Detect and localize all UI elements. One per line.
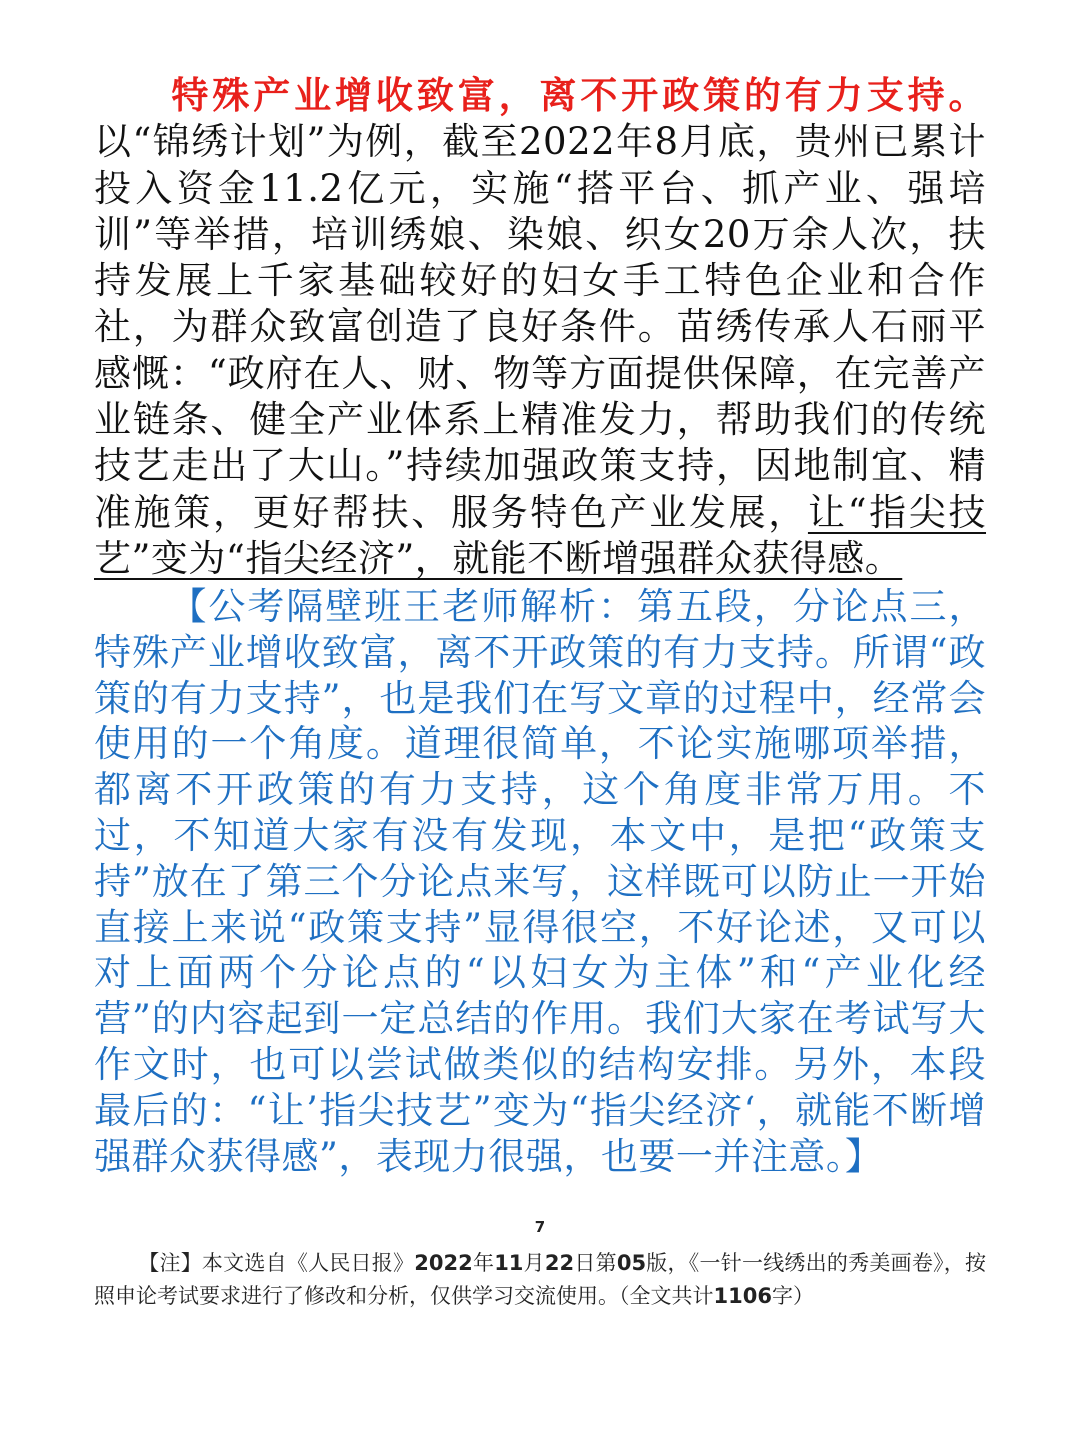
underlined-conclusion: 让“指尖技艺”变为“指尖经济”，就能不断增强群众获得感。 xyxy=(94,490,987,580)
note-day: 22 xyxy=(544,1251,575,1275)
note-year: 2022 xyxy=(414,1251,473,1275)
note-count: 1106 xyxy=(713,1284,772,1308)
note-month: 11 xyxy=(494,1251,524,1275)
note-part2: 年 xyxy=(472,1251,495,1275)
analysis-text: 【公考隔壁班王老师解析：第五段，分论点三，特殊产业增收致富，离不开政策的有力支持。所谓“政策的有力支持”，也是我们在写文章的过程中，经常会使用的一个角度。道理很简单，不论实施哪项举措，都离不开政策的有力支持，这个角度非常万用。不过，不知道大家有没有发现，本文中，是把“政策支持”放在了第三个分论点来写，这样既可以防止一开始直接上来说“政策支持”显得很空，不好论述，又可以对上面两个分论点的“以妇女为主体”和“产业化经营”的内容起到一定总结的作用。我们大家在考试写大作文时，也可以尝试做类似的结构安排。另外，本段最后的：“让’指尖技艺”变为“指尖经济‘，就能不断增强群众获得感”，表现力很强，也要一并注意。】 xyxy=(94,585,986,1178)
paragraph-body: 以“锦绣计划”为例，截至2022年8月底，贵州已累计投入资金11.2亿元，实施“搭平台、抓产业、强培训”等举措，培训绣娘、染娘、织女20万余人次，扶持发展上千家基础较好的妇女手工特色企业和合作社，为群众致富创造了良好条件。苗绣传承人石丽平感慨：“政府在人、财、物等方面提供保障，在完善产业链条、健全产业体系上精准发力，帮助我们的传统技艺走出了大山。”持续加强政策支持，因地制宜、精准施策，更好帮扶、服务特色产业发展， xyxy=(94,120,986,534)
note-part6: 字） xyxy=(771,1284,814,1308)
note-part3: 月 xyxy=(523,1251,545,1275)
lead-sentence: 特殊产业增收致富，离不开政策的有力支持。 xyxy=(168,73,986,117)
note-part5: 版，《一针一线绣出的秀美画卷》，按照申论考试要求进行了修改和分析，仅供学习交流使用。（全文共计 xyxy=(94,1251,987,1308)
page-number: 7 xyxy=(534,1218,546,1236)
note-part1: 【注】本文选自《人民日报》 xyxy=(138,1251,415,1275)
note-part4: 日第 xyxy=(574,1251,617,1275)
teacher-analysis xyxy=(94,584,986,1179)
note-edition: 05 xyxy=(616,1251,647,1275)
paragraph-five xyxy=(94,72,986,582)
source-note xyxy=(94,1247,986,1313)
